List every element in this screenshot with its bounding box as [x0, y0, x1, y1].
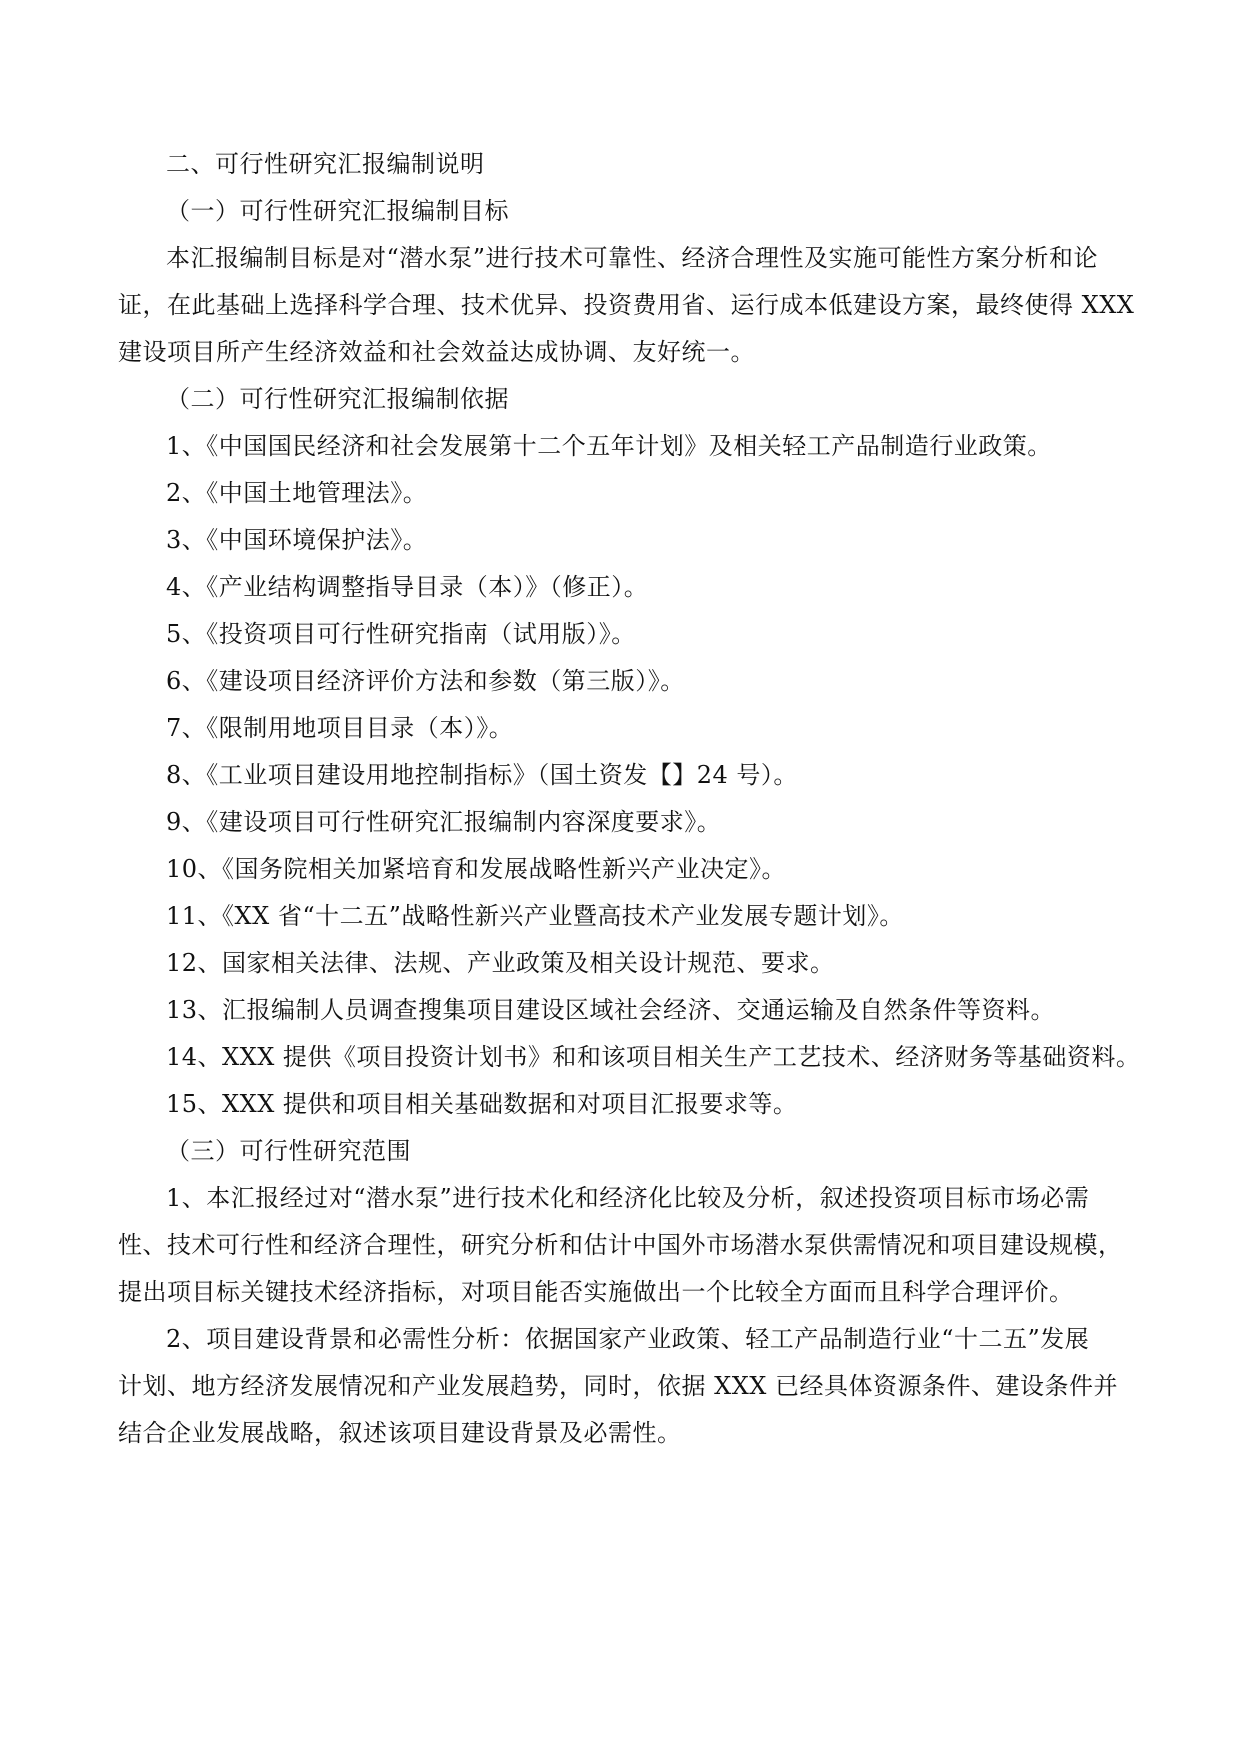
section-title: 二、可行性研究汇报编制说明: [166, 150, 485, 178]
list-item: 12、国家相关法律、法规、产业政策及相关设计规范、要求。: [166, 949, 835, 977]
paragraph-line: 结合企业发展战略，叙述该项目建设背景及必需性。: [118, 1419, 682, 1447]
objective-paragraph: [118, 240, 1135, 370]
list-item: 15、XXX 提供和项目相关基础数据和对项目汇报要求等。: [166, 1090, 798, 1118]
list-item: 6、《建设项目经济评价方法和参数（第三版）》。: [166, 667, 685, 695]
paragraph-line: 建设项目所产生经济效益和社会效益达成协调、友好统一。: [118, 338, 755, 366]
paragraph-line: 性、技术可行性和经济合理性，研究分析和估计中国外市场潜水泵供需情况和项目建设规模，: [118, 1231, 1123, 1259]
list-item: 1、《中国国民经济和社会发展第十二个五年计划》及相关轻工产品制造行业政策。: [166, 432, 1052, 460]
list-item: 13、汇报编制人员调查搜集项目建设区域社会经济、交通运输及自然条件等资料。: [166, 996, 1056, 1024]
paragraph-line: 2、项目建设背景和必需性分析：依据国家产业政策、轻工产品制造行业“十二五”发展: [166, 1325, 1090, 1353]
scope-paragraph-1: [118, 1180, 1128, 1310]
paragraph-line: 证，在此基础上选择科学合理、技术优异、投资费用省、运行成本低建设方案，最终使得 XXX: [118, 291, 1135, 319]
scope-paragraph-2: [118, 1321, 1128, 1451]
list-item: 7、《限制用地项目目录（本）》。: [166, 714, 514, 742]
list-item: 14、XXX 提供《项目投资计划书》和和该项目相关生产工艺技术、经济财务等基础资料。: [166, 1043, 1141, 1071]
paragraph-line: 1、本汇报经过对“潜水泵”进行技术化和经济化比较及分析，叙述投资项目标市场必需: [166, 1184, 1090, 1212]
paragraph-line: 本汇报编制目标是对“潜水泵”进行技术可靠性、经济合理性及实施可能性方案分析和论: [166, 244, 1099, 272]
list-item: 10、《国务院相关加紧培育和发展战略性新兴产业决定》。: [166, 855, 787, 883]
subsection-heading-basis: （二）可行性研究汇报编制依据: [166, 385, 509, 413]
list-item: 4、《产业结构调整指导目录（本）》（修正）。: [166, 573, 649, 601]
subsection-heading-scope: （三）可行性研究范围: [166, 1137, 411, 1165]
basis-list: [118, 428, 1141, 1122]
list-item: 5、《投资项目可行性研究指南（试用版）》。: [166, 620, 636, 648]
list-item: 8、《工业项目建设用地控制指标》（国土资发【】24 号）。: [166, 761, 798, 789]
paragraph-line: 提出项目标关键技术经济指标，对项目能否实施做出一个比较全方面而且科学合理评价。: [118, 1278, 1074, 1306]
list-item: 3、《中国环境保护法》。: [166, 526, 428, 554]
paragraph-line: 计划、地方经济发展情况和产业发展趋势，同时，依据 XXX 已经具体资源条件、建设条件并: [118, 1372, 1119, 1400]
list-item: 11、《XX 省“十二五”战略性新兴产业暨高技术产业发展专题计划》。: [166, 902, 904, 930]
subsection-heading-objective: （一）可行性研究汇报编制目标: [166, 197, 509, 225]
document-body: [118, 146, 1141, 1451]
list-item: 2、《中国土地管理法》。: [166, 479, 428, 507]
list-item: 9、《建设项目可行性研究汇报编制内容深度要求》。: [166, 808, 722, 836]
